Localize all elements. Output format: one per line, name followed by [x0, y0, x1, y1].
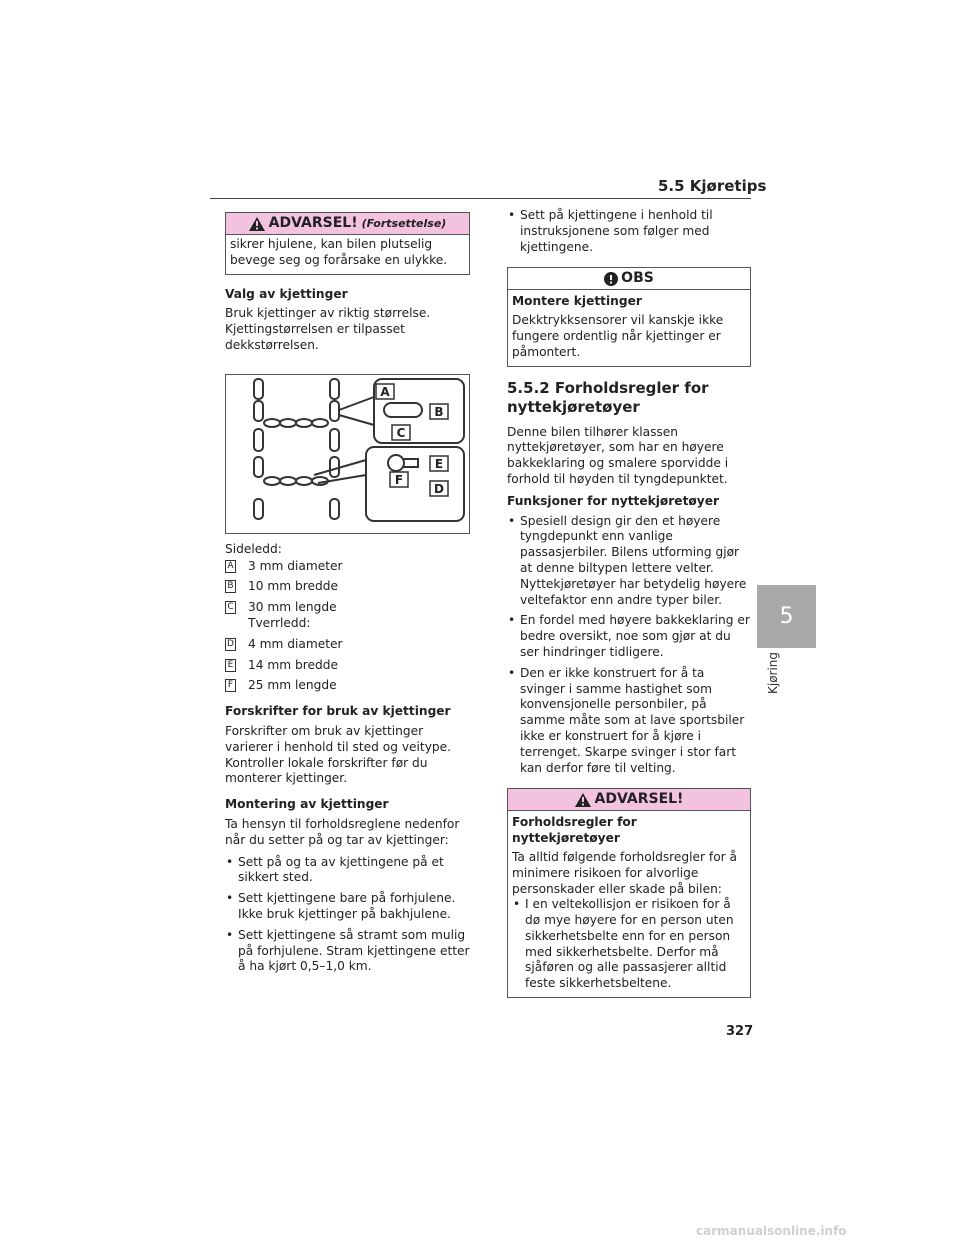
- header-rule: [210, 198, 751, 199]
- forskrifter-heading: Forskrifter for bruk av kjettinger: [225, 704, 451, 719]
- montering-bullet: • Sett kjettingene så stramt som mulig på forhjulene. Stram kjettingene etter å ha kjørt 0,5–1,0 km.: [225, 928, 470, 975]
- obs-header: [508, 268, 750, 290]
- funksjoner-bullet: • Spesiell design gir den et høyere tyngdepunkt enn vanlige passasjerbiler. Bilens utforming gjør at denne biltypen lettere velter. Nyttekjøretøyer har betydelig høyere veltefaktor enn andre typer biler.: [507, 514, 751, 609]
- left-column: [225, 212, 470, 980]
- warning-text: Ta alltid følgende forholdsregler for å minimere risikoen for alvorlige personskader eller skade på bilen:: [512, 849, 738, 896]
- funksjoner-heading: Funksjoner for nyttekjøretøyer: [507, 493, 719, 508]
- obs-text: Dekktrykksensorer vil kanskje ikke fungere ordentlig når kjettinger er påmontert.: [512, 313, 724, 359]
- forskrifter-text: Forskrifter om bruk av kjettinger varierer i henhold til sted og veitype. Kontroller lokale forskrifter før du monterer kjettinger.: [225, 723, 452, 786]
- obs-box: [507, 267, 751, 366]
- obs-body: [508, 290, 750, 365]
- chain-figure: [225, 374, 470, 534]
- warning-body: [508, 811, 750, 997]
- caution-icon: [604, 272, 618, 286]
- figure-letter-c: C: [396, 425, 406, 440]
- chain-illustration: [226, 375, 469, 533]
- valg-heading: Valg av kjettinger: [225, 286, 348, 301]
- montering-bullet: • Sett på og ta av kjettingene på et sikkert sted.: [225, 855, 470, 887]
- obs-heading: Montere kjettinger: [512, 294, 642, 309]
- chapter-label: Kjøring: [766, 651, 780, 694]
- tverrledd-label: Tverrledd:: [248, 615, 311, 630]
- chapter-tab: [757, 585, 816, 648]
- sideledd-label: Sideledd:: [225, 541, 282, 556]
- spec-letter: F: [225, 679, 236, 692]
- spec-item: [225, 559, 470, 575]
- spec-letter: C: [225, 601, 236, 614]
- spec-item: [225, 579, 470, 595]
- montering-text: Ta hensyn til forholdsreglene nedenfor når du setter på og tar av kjettinger:: [225, 816, 460, 847]
- spec-text: 10 mm bredde: [248, 579, 338, 594]
- spec-text: 25 mm lengde: [248, 678, 337, 693]
- footer-watermark: carmanualsonline.info: [696, 1224, 847, 1238]
- montering-heading: Montering av kjettinger: [225, 797, 389, 812]
- spec-letter: D: [225, 638, 236, 651]
- warning-subtitle: (Fortsettelse): [361, 216, 447, 230]
- section-intro: Denne bilen tilhører klassen nyttekjøretøyer, som har en høyere bakkeklaring og smalere sporvidde i forhold til høyden til tyngdepunktet.: [507, 424, 729, 486]
- section-title: 5.5.2 Forholdsregler for nyttekjøretøyer: [507, 378, 709, 416]
- spec-letter: A: [225, 560, 236, 573]
- warning-header: [226, 213, 469, 235]
- warning-text: sikrer hjulene, kan bilen plutselig bevege seg og forårsake en ulykke.: [230, 237, 448, 267]
- warning-continued-box: [225, 212, 470, 275]
- figure-letter-d: D: [434, 481, 444, 496]
- spec-item: [225, 637, 470, 653]
- spec-letter: B: [225, 580, 236, 593]
- right-column: [507, 208, 751, 998]
- spec-item: [225, 658, 470, 674]
- figure-letter-f: F: [394, 472, 404, 487]
- montering-bullet-continued: • Sett på kjettingene i henhold til instruksjonene som følger med kjettingene.: [507, 208, 751, 255]
- warning-title: ADVARSEL!: [594, 790, 684, 807]
- figure-letter-a: A: [380, 384, 390, 399]
- chapter-label-wrap: [762, 650, 782, 700]
- spec-letter: E: [225, 659, 236, 672]
- spec-text: 4 mm diameter: [248, 636, 343, 651]
- valg-text: Bruk kjettinger av riktig størrelse. Kjettingstørrelsen er tilpasset dekkstørrelsen.: [225, 306, 431, 352]
- spec-item: [225, 600, 470, 632]
- warning-icon: [249, 217, 265, 231]
- warning-box: [507, 788, 751, 998]
- section-header: 5.5 Kjøretips: [658, 177, 767, 195]
- montering-bullet: • Sett kjettingene bare på forhjulene. Ikke bruk kjettinger på bakhjulene.: [225, 891, 470, 923]
- figure-letter-e: E: [434, 456, 444, 471]
- warning-title: ADVARSEL!: [268, 214, 358, 231]
- funksjoner-bullet: • En fordel med høyere bakkeklaring er bedre oversikt, noe som gjør at du ser hindringer tidligere.: [507, 613, 751, 660]
- spec-item: [225, 678, 470, 694]
- warning-bullet: • I en veltekollisjon er risikoen for å dø mye høyere for en person uten sikkerhetsbelte enn for en person med sikkerhetsbelte. Derfor må sjåføren og alle passasjerer alltid feste sikkerhetsbeltene.: [512, 897, 746, 992]
- warning-header: [508, 789, 750, 811]
- figure-letter-b: B: [434, 404, 444, 419]
- spec-text: 30 mm lengde: [248, 600, 337, 615]
- page-number: 327: [726, 1024, 754, 1039]
- funksjoner-bullet: • Den er ikke konstruert for å ta svinger i samme hastighet som konvensjonelle personbiler, på samme måte som at lave sportsbiler ikke er konstruert for å kjøre i terrenget. Skarpe svinger i stor fart kan derfor føre til velting.: [507, 666, 751, 777]
- warning-icon: [575, 793, 591, 807]
- spec-text: 14 mm bredde: [248, 657, 338, 672]
- chapter-number: 5: [779, 604, 794, 629]
- spec-text: 3 mm diameter: [248, 558, 343, 573]
- warning-heading: Forholdsregler for nyttekjøretøyer: [512, 815, 637, 846]
- obs-title: OBS: [621, 269, 654, 286]
